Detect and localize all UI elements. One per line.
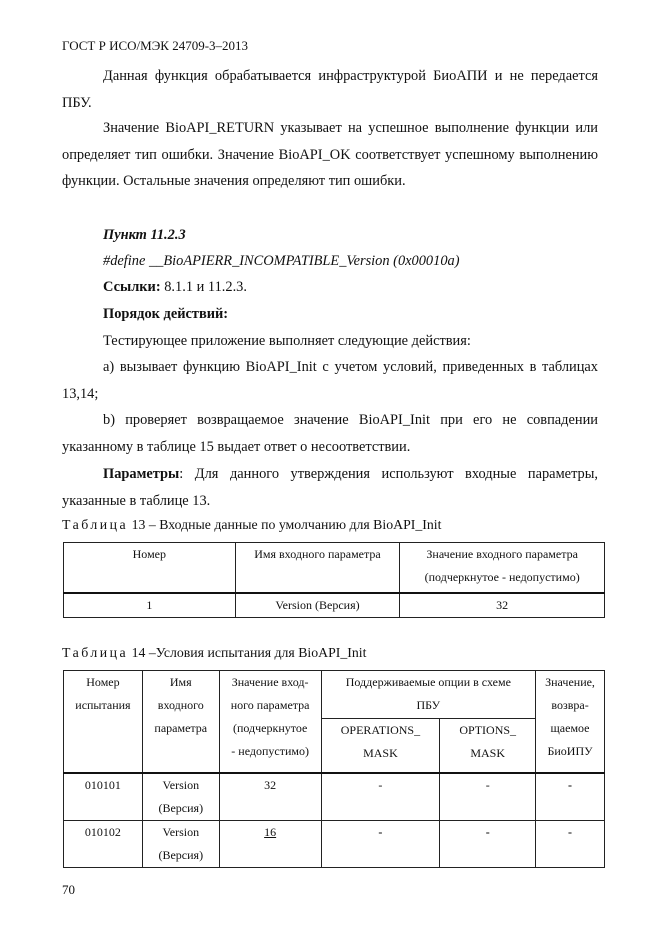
header-return-line2: возвра- [551, 698, 589, 712]
table14-header-operations-mask [321, 719, 440, 773]
table14-cell-options-mask: - [440, 820, 536, 867]
page-number: 70 [62, 882, 75, 897]
header-supported-line2: ПБУ [416, 698, 441, 712]
procedure-step-b: b) проверяет возвращаемое значение BioAPI_Init при его не совпадении указанному в таблице 15 выдает ответ о несоответствии. [62, 412, 598, 455]
header-value-line2: ного параметра [230, 698, 310, 712]
header-supported-line1: Поддерживаемые опции в схеме [345, 675, 511, 689]
table-13 [63, 542, 605, 618]
header-return-line4: БиоИПУ [547, 744, 593, 758]
table14-header-options-mask [440, 719, 536, 773]
table-row [64, 593, 605, 618]
table-row [64, 773, 605, 821]
table13-header-param-name: Имя входного параметра [235, 543, 400, 593]
paragraph-return-value: Значение BioAPI_RETURN указывает на успешное выполнение функции или определяет тип ошибки. Значение BioAPI_OK соответствует успешному выполнению функции. Остальные значения определяют тип ошибки. [62, 120, 598, 189]
table14-header-param-value [219, 671, 321, 773]
clause-define: #define __BioAPIERR_INCOMPATIBLE_Version (0x00010a) [103, 253, 460, 269]
table14-cell-param-value: 16 [219, 820, 321, 867]
paragraph-infrastructure: Данная функция обрабатывается инфраструктурой БиоАПИ и не передается ПБУ. [62, 68, 598, 111]
parameters-paragraph [62, 461, 598, 514]
header-options-line2: MASK [470, 746, 506, 760]
table14-caption [62, 645, 366, 661]
table14-cell-param-name [142, 820, 219, 867]
table14-cell-return-value: - [536, 820, 605, 867]
table13-header-value-line1: Значение входного параметра [426, 547, 578, 561]
table14-cell-number: 010102 [64, 820, 143, 867]
table13-caption [62, 517, 441, 533]
procedure-intro: Тестирующее приложение выполняет следующие действия: [103, 333, 471, 349]
references-value: 8.1.1 и 11.2.3. [160, 279, 247, 295]
header-number-line1: Номер [86, 675, 120, 689]
references-label: Ссылки: [103, 279, 161, 295]
header-operations-line2: MASK [363, 746, 398, 760]
table14-cell-return-value: - [536, 773, 605, 821]
table14-cell-param-value: 32 [219, 773, 321, 821]
cell-name-line1: Version [162, 777, 200, 792]
table-row [64, 820, 605, 867]
parameters-label: Параметры [103, 466, 180, 482]
table14-cell-operations-mask: - [321, 773, 440, 821]
table14-caption-text: 14 –Условия испытания для BioAPI_Init [128, 645, 367, 660]
table14-cell-param-name [142, 773, 219, 821]
table14-header-param-name [142, 671, 219, 773]
table13-caption-text: 13 – Входные данные по умолчанию для BioAPI_Init [128, 517, 442, 532]
table13-header-value-line2: (подчеркнутое - недопустимо) [424, 570, 580, 584]
procedure-label: Порядок действий: [103, 306, 229, 322]
table13-cell-param-value: 32 [400, 593, 605, 618]
table-14 [63, 670, 605, 868]
table13-caption-word: Таблица [62, 517, 129, 532]
header-name-line1: Имя [169, 675, 192, 689]
table14-cell-operations-mask: - [321, 820, 440, 867]
header-number-line2: испытания [75, 698, 131, 712]
table14-cell-number: 010101 [64, 773, 143, 821]
table13-cell-param-name: Version (Версия) [235, 593, 400, 618]
header-options-line1: OPTIONS_ [459, 723, 517, 737]
cell-name-line1: Version [162, 824, 200, 839]
table13-header-number: Номер [64, 543, 236, 593]
header-value-line1: Значение вход- [231, 675, 309, 689]
header-operations-line1: OPERATIONS_ [340, 723, 421, 737]
table14-caption-word: Таблица [62, 645, 129, 660]
table14-header-number [64, 671, 143, 773]
table14-header-return-value [536, 671, 605, 773]
header-name-line2: входного [157, 698, 204, 712]
header-value-line3: (подчеркнутое [232, 721, 308, 735]
clause-references [62, 274, 598, 301]
header-return-line3: щаемое [550, 721, 590, 735]
clause-title: Пункт 11.2.3 [103, 227, 186, 243]
table14-header-supported-options [321, 671, 536, 719]
document-header: ГОСТ Р ИСО/МЭК 24709-3–2013 [62, 38, 249, 53]
cell-name-line2: (Версия) [158, 800, 204, 815]
parameters-text: : Для данного утверждения используют входные параметры, указанные в таблице 13. [62, 466, 598, 509]
procedure-step-a: a) вызывает функцию BioAPI_Init с учетом условий, приведенных в таблицах 13,14; [62, 359, 598, 402]
table13-header-param-value [400, 543, 605, 593]
header-value-line4: - недопустимо) [231, 744, 309, 758]
header-return-line1: Значение, [545, 675, 595, 689]
cell-name-line2: (Версия) [158, 847, 204, 862]
table14-cell-options-mask: - [440, 773, 536, 821]
header-name-line3: параметра [154, 721, 208, 735]
table13-cell-number: 1 [64, 593, 236, 618]
